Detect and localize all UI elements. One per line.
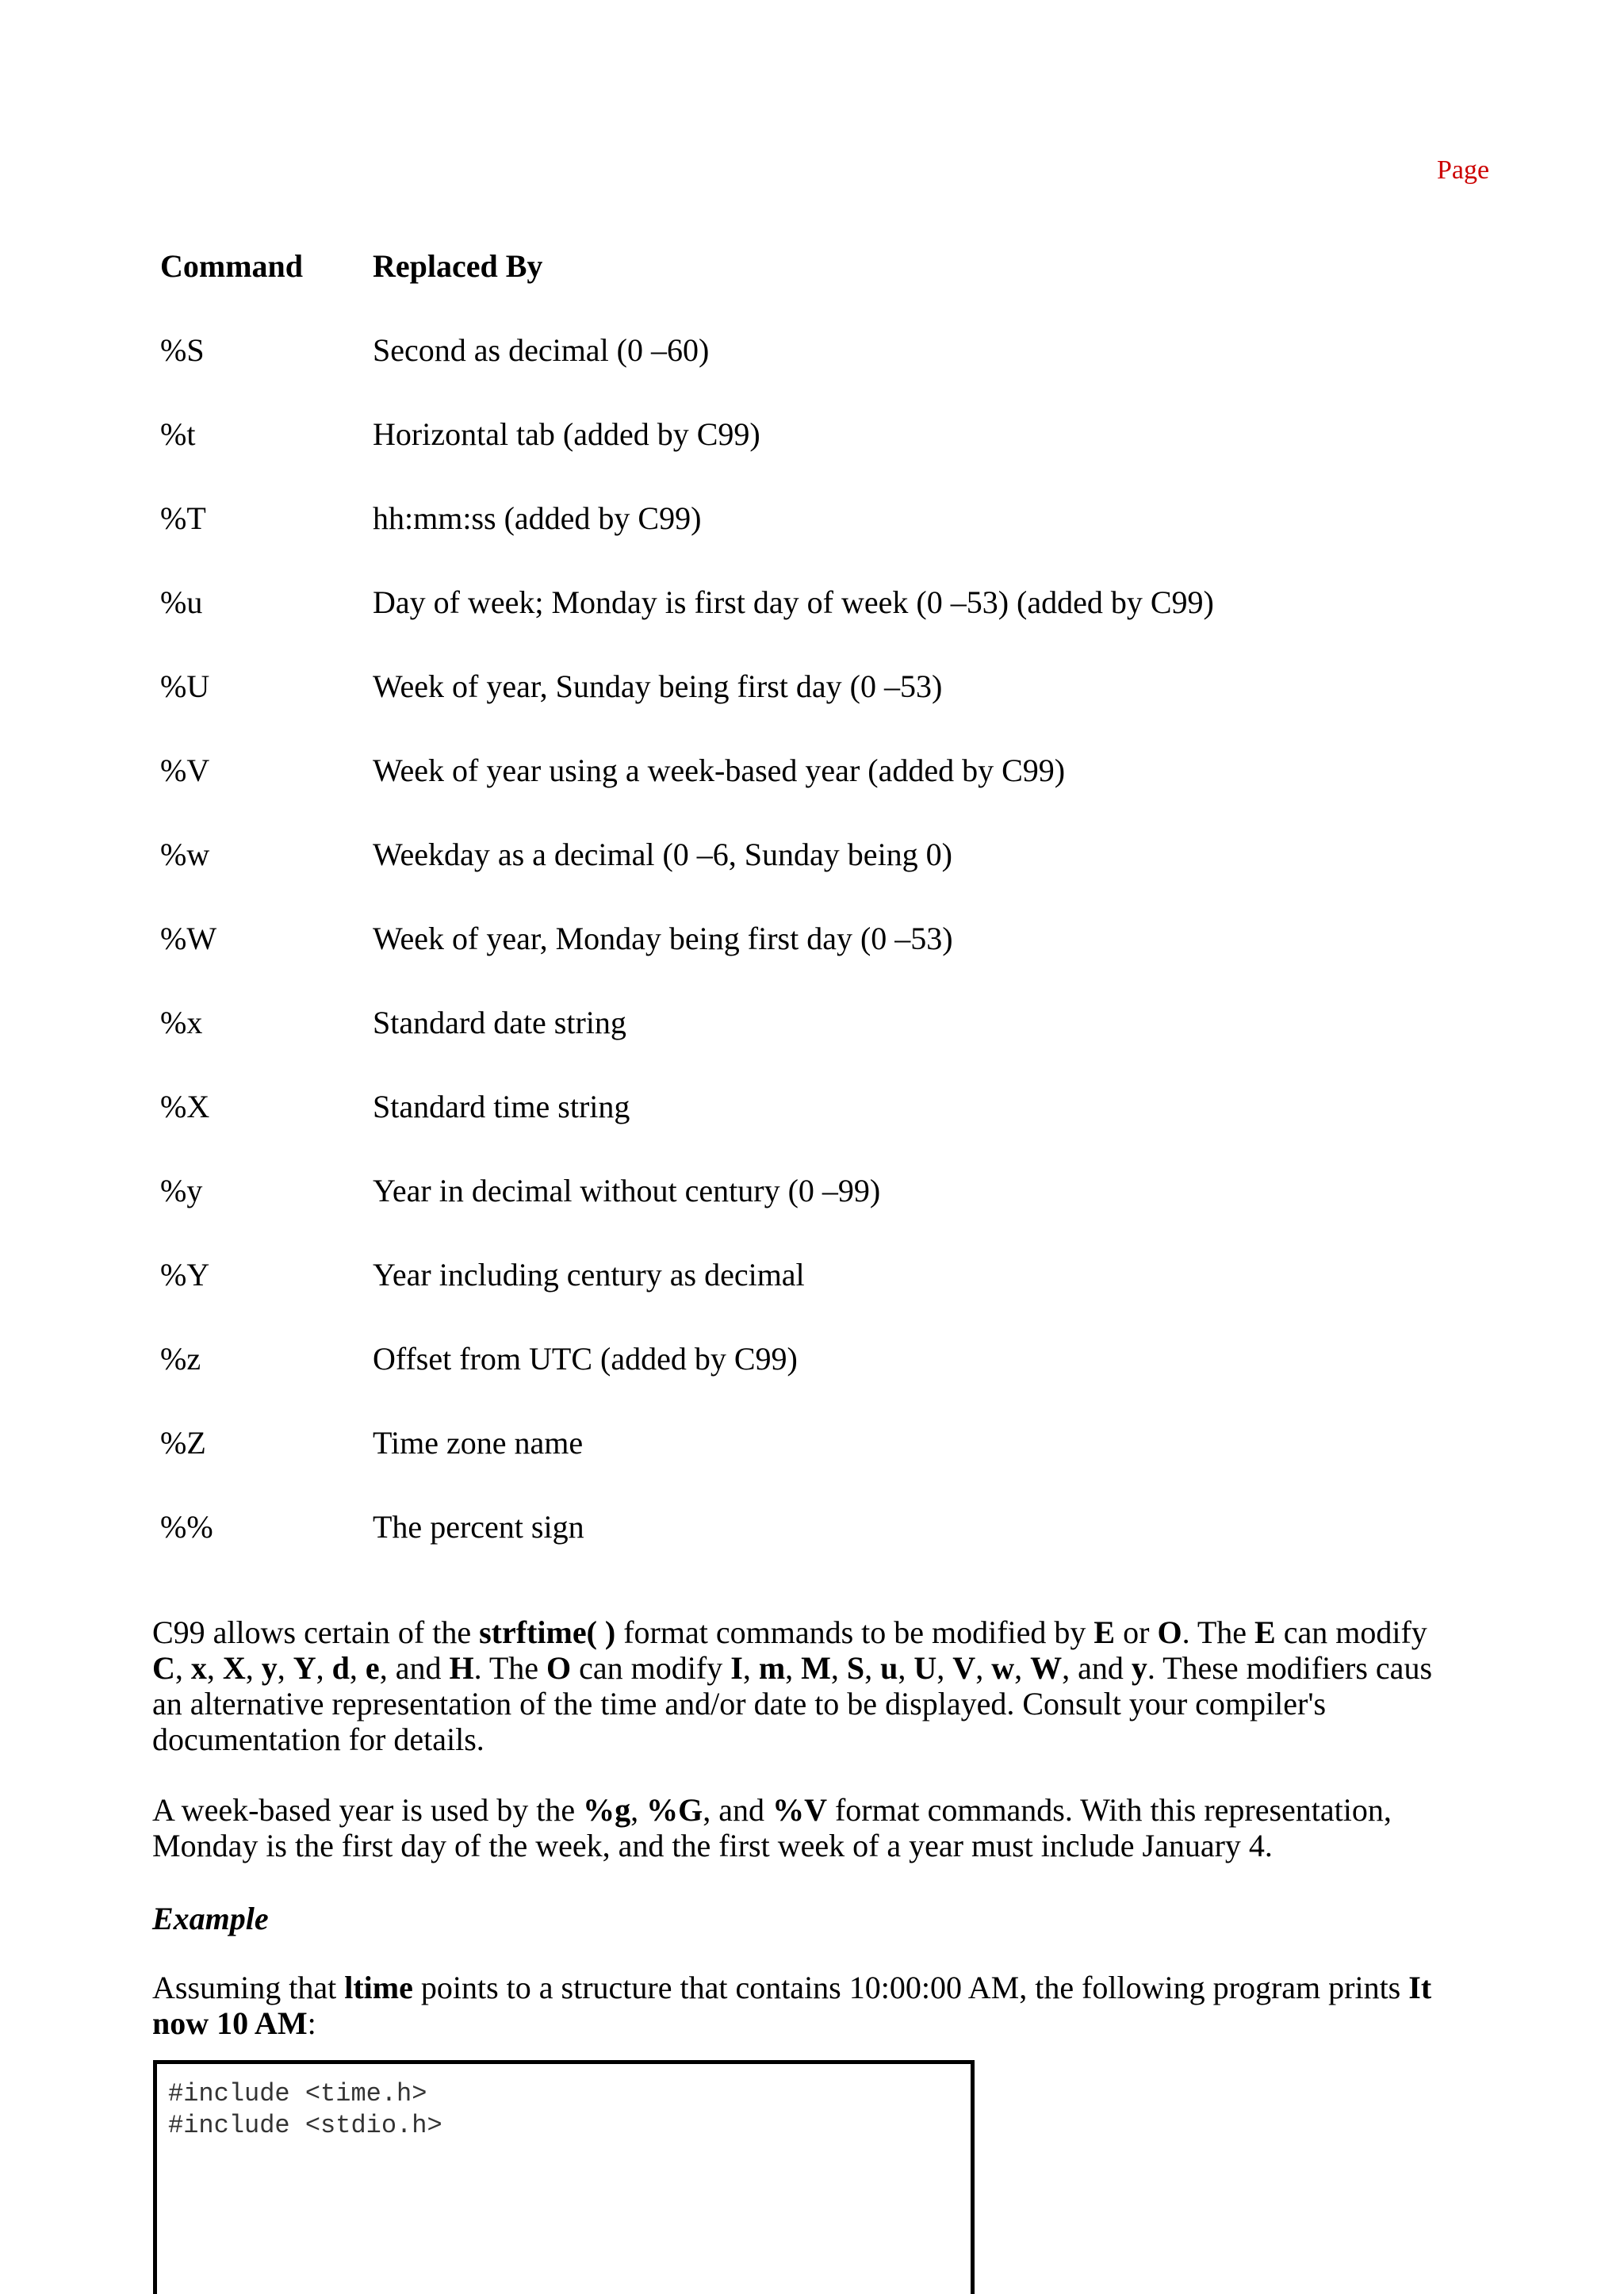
table-row	[160, 1340, 1492, 1424]
code-block	[157, 2064, 971, 2142]
text-run-bold: now 10 AM	[152, 2005, 308, 2041]
text-run: ,	[316, 1650, 332, 1686]
text-run-bold: V	[952, 1650, 976, 1686]
command-cell: %T	[160, 500, 206, 536]
header-replaced-by: Replaced By	[373, 248, 543, 284]
table-row	[160, 1256, 1492, 1340]
text-run: . The	[473, 1650, 547, 1686]
text-run: ,	[742, 1650, 759, 1686]
text-run-bold: Y	[293, 1650, 316, 1686]
table-row	[160, 416, 1492, 500]
text-run: ,	[936, 1650, 953, 1686]
command-cell: %x	[160, 1005, 203, 1040]
code-line: #include <stdio.h>	[168, 2111, 442, 2140]
paragraph-line	[152, 2005, 1486, 2041]
example-description-paragraph	[152, 1970, 1486, 2041]
replaced-by-cell: Weekday as a decimal (0 –6, Sunday being 0)	[373, 837, 952, 872]
text-run: format commands to be modified by	[615, 1614, 1094, 1650]
command-cell: %w	[160, 837, 210, 872]
command-cell: %V	[160, 753, 210, 788]
text-run-bold: M	[801, 1650, 831, 1686]
text-run: ,	[1014, 1650, 1031, 1686]
text-run-bold: w	[991, 1650, 1015, 1686]
command-cell: %W	[160, 921, 217, 956]
text-run: ,	[206, 1650, 223, 1686]
text-run: :	[307, 2005, 316, 2041]
text-run: ,	[864, 1650, 881, 1686]
text-run: , and	[703, 1792, 773, 1828]
replaced-by-cell: Standard time string	[373, 1089, 630, 1124]
table-row	[160, 1172, 1492, 1256]
paragraph-line	[152, 1650, 1486, 1686]
paragraph-line: documentation for details.	[152, 1721, 485, 1757]
text-run-bold: C	[152, 1650, 175, 1686]
replaced-by-cell: Offset from UTC (added by C99)	[373, 1341, 798, 1377]
text-run: Assuming that	[152, 1970, 345, 2005]
text-run: . These modifiers caus	[1147, 1650, 1433, 1686]
text-run-bold: X	[222, 1650, 246, 1686]
text-run: ,	[245, 1650, 262, 1686]
week-based-year-paragraph	[152, 1792, 1486, 1863]
command-cell: %Y	[160, 1257, 210, 1293]
text-run-bold: d	[331, 1650, 350, 1686]
replaced-by-cell: Week of year using a week-based year (added by C99)	[373, 753, 1066, 788]
replaced-by-cell: Week of year, Sunday being first day (0 –53)	[373, 668, 943, 704]
text-run-bold: strftime( )	[479, 1614, 616, 1650]
modifiers-paragraph	[152, 1614, 1486, 1757]
code-listing	[153, 2060, 975, 2294]
table-row	[160, 1508, 1492, 1592]
text-run-bold: H	[449, 1650, 474, 1686]
command-cell: %S	[160, 332, 205, 368]
text-run-bold: U	[914, 1650, 937, 1686]
text-run-bold: I	[730, 1650, 743, 1686]
replaced-by-cell: The percent sign	[373, 1509, 584, 1545]
text-run-bold: W	[1030, 1650, 1063, 1686]
text-run: , and	[1062, 1650, 1132, 1686]
page-label: Page	[1437, 155, 1490, 185]
example-heading: Example	[152, 1901, 269, 1936]
text-run: ,	[349, 1650, 366, 1686]
text-run: . The	[1182, 1614, 1255, 1650]
text-run: A week-based year is used by the	[152, 1792, 584, 1828]
command-cell: %U	[160, 668, 210, 704]
replaced-by-cell: Second as decimal (0 –60)	[373, 332, 710, 368]
format-command-table	[160, 247, 1492, 1592]
paragraph-line	[152, 1970, 1486, 2005]
command-cell: %u	[160, 584, 203, 620]
text-run-bold: u	[880, 1650, 898, 1686]
text-run-bold: e	[365, 1650, 380, 1686]
text-run: can modify	[1275, 1614, 1427, 1650]
table-row	[160, 1004, 1492, 1088]
text-run: ,	[277, 1650, 293, 1686]
text-run: ,	[830, 1650, 847, 1686]
command-cell: %y	[160, 1173, 203, 1208]
text-run: points to a structure that contains 10:00:00 AM, the following program prints	[412, 1970, 1409, 2005]
command-cell: %X	[160, 1089, 210, 1124]
replaced-by-cell: Day of week; Monday is first day of week (0 –53) (added by C99)	[373, 584, 1214, 620]
paragraph-line	[152, 1792, 1486, 1828]
text-run-bold: x	[190, 1650, 207, 1686]
text-run: ,	[898, 1650, 914, 1686]
table-row	[160, 752, 1492, 836]
table-row	[160, 920, 1492, 1004]
paragraph-line: an alternative representation of the time and/or date to be displayed. Consult your compiler's	[152, 1686, 1327, 1721]
table-row	[160, 1424, 1492, 1508]
table-row	[160, 836, 1492, 920]
table-row	[160, 1088, 1492, 1172]
text-run-bold: %V	[772, 1792, 827, 1828]
table-row	[160, 668, 1492, 752]
replaced-by-cell: Time zone name	[373, 1425, 584, 1461]
text-run-bold: y	[261, 1650, 278, 1686]
replaced-by-cell: Standard date string	[373, 1005, 626, 1040]
text-run: ,	[975, 1650, 992, 1686]
text-run-bold: O	[546, 1650, 572, 1686]
text-run-bold: m	[758, 1650, 786, 1686]
text-run: format commands. With this representation,	[826, 1792, 1392, 1828]
text-run-bold: ltime	[344, 1970, 413, 2005]
table-row	[160, 331, 1492, 416]
text-run-bold: E	[1254, 1614, 1276, 1650]
replaced-by-cell: Week of year, Monday being first day (0 –53)	[373, 921, 953, 956]
text-run: can modify	[571, 1650, 731, 1686]
text-run-bold: O	[1157, 1614, 1182, 1650]
command-cell: %Z	[160, 1425, 206, 1461]
table-row	[160, 584, 1492, 668]
replaced-by-cell: Year including century as decimal	[373, 1257, 805, 1293]
text-run: C99 allows certain of the	[152, 1614, 480, 1650]
text-run-bold: %G	[646, 1792, 703, 1828]
text-run: or	[1115, 1614, 1158, 1650]
paragraph-line: Monday is the first day of the week, and the first week of a year must include January 4.	[152, 1828, 1273, 1863]
text-run-bold: E	[1094, 1614, 1116, 1650]
table-row	[160, 500, 1492, 584]
text-run: ,	[630, 1792, 647, 1828]
text-run-bold: y	[1131, 1650, 1147, 1686]
command-cell: %z	[160, 1341, 201, 1377]
command-cell: %%	[160, 1509, 213, 1545]
replaced-by-cell: Horizontal tab (added by C99)	[373, 416, 760, 452]
replaced-by-cell: hh:mm:ss (added by C99)	[373, 500, 702, 536]
text-run: ,	[785, 1650, 802, 1686]
text-run-bold: S	[846, 1650, 865, 1686]
code-line: #include <time.h>	[168, 2079, 427, 2108]
paragraph-line	[152, 1614, 1486, 1650]
header-command: Command	[160, 248, 304, 284]
text-run-bold: It	[1408, 1970, 1432, 2005]
text-run: ,	[174, 1650, 191, 1686]
command-cell: %t	[160, 416, 196, 452]
text-run-bold: %g	[583, 1792, 631, 1828]
table-header-row	[160, 247, 1492, 331]
replaced-by-cell: Year in decimal without century (0 –99)	[373, 1173, 881, 1208]
text-run: , and	[379, 1650, 450, 1686]
